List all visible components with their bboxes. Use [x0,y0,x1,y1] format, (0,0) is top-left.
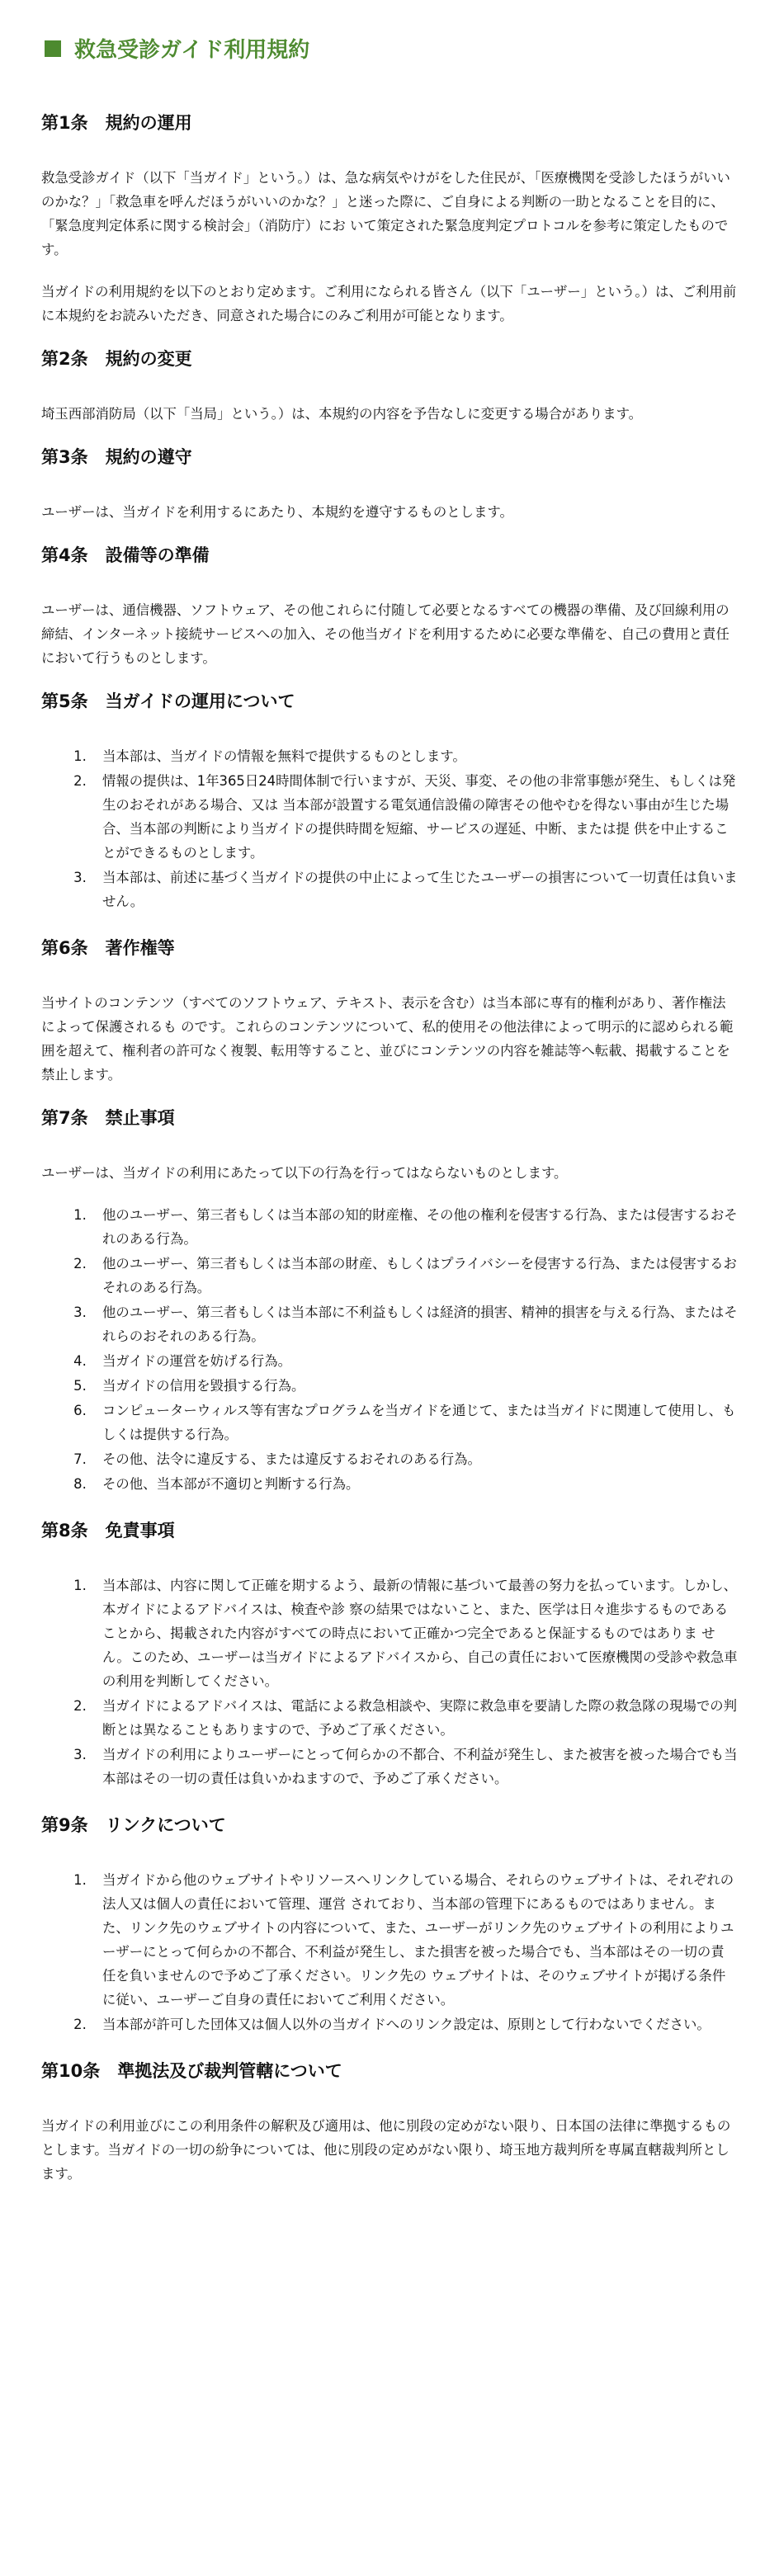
article-heading: 第5条 当ガイドの運用について [41,691,295,711]
list-item: 2. 当本部が許可した団体又は個人以外の当ガイドへのリンク設定は、原則として行わないでください。 [91,2012,738,2036]
article-9 [41,1812,738,2036]
article-6 [41,935,738,1087]
article-paragraph: ユーザーは、当ガイドを利用するにあたり、本規約を遵守するものとします。 [41,504,513,520]
article-1 [41,110,738,328]
list-item: 3. 他のユーザー、第三者もしくは当本部に不利益もしくは経済的損害、精神的損害を与える行為、またはそれらのおそれのある行為。 [91,1300,738,1348]
list-item: 4. 当ガイドの運営を妨げる行為。 [91,1349,738,1373]
article-8 [41,1517,738,1790]
article-paragraph: 埼玉西部消防局（以下「当局」という。）は、本規約の内容を予告なしに変更する場合があります。 [41,406,643,422]
article-paragraph: ユーザーは、当ガイドの利用にあたって以下の行為を行ってはならないものとします。 [41,1165,568,1181]
list-item: 1. 当ガイドから他のウェブサイトやリソースへリンクしている場合、それらのウェブサイトは、それぞれの法人又は個人の責任において管理、運営 されており、当本部の管理下にあるものではありません。また、リンク先のウェブサイトの内容について、また、ユーザーがリンク先のウェブサイトの利用によりユーザーにとって何らかの不都合、不利益が発生し、また損害を被った場合でも、当本部はその一切の責任を負いませんので予めご了承ください。リンク先の ウェブサイトは、そのウェブサイトが掲げる条件に従い、ユーザーご自身の責任においてご利用ください。 [91,1868,738,2012]
article-paragraph: 当ガイドの利用並びにこの利用条件の解釈及び適用は、他に別段の定めがない限り、日本国の法律に準拠するものとします。当ガイドの一切の紛争については、他に別段の定めがない限り、埼玉地方裁判所を専属直轄裁判所とします。 [41,2118,731,2182]
article-7 [41,1105,738,1496]
article-paragraph: 救急受診ガイド（以下「当ガイド」という。）は、急な病気やけがをした住民が、「医療機関を受診したほうがいいのかな？」「救急車を呼んだほうがいいのかな？」と迷った際に、ご自身による判断の一助となることを目的に、「緊急度判定体系に関する検討会」（消防庁）にお いて策定された緊急度判定プロトコルを参考に策定したものです。 [41,170,730,257]
article-heading: 第2条 規約の変更 [41,349,192,369]
list-item: 6. コンピューターウィルス等有害なプログラムを当ガイドを通じて、または当ガイドに関連して使用し、もしくは提供する行為。 [91,1399,738,1446]
list-item: 1. 当本部は、当ガイドの情報を無料で提供するものとします。 [91,744,738,768]
article-heading: 第9条 リンクについて [41,1815,226,1835]
article-3 [41,444,738,524]
page-title-text: 救急受診ガイド利用規約 [74,38,310,63]
article-heading: 第6条 著作権等 [41,938,175,958]
article-10 [41,2058,738,2186]
article-paragraph: ユーザーは、通信機器、ソフトウェア、その他これらに付随して必要となるすべての機器の準備、及び回線利用の締結、インターネット接続サービスへの加入、その他当ガイドを利用するために必要な準備を、自己の費用と責任において行うものとします。 [41,602,729,666]
page-title [41,33,738,64]
list-item: 1. 他のユーザー、第三者もしくは当本部の知的財産権、その他の権利を侵害する行為、または侵害するおそれのある行為。 [91,1203,738,1251]
article-paragraph: 当サイトのコンテンツ（すべてのソフトウェア、テキスト、表示を含む）は当本部に専有的権利があり、著作権法によって保護されるも のです。これらのコンテンツについて、私的使用その他法律によって明示的に認められる範囲を超えて、権利者の許可なく複製、転用等すること、並びにコンテンツの内容を雑誌等へ転載、掲載することを禁止します。 [41,995,734,1083]
list-item: 8. その他、当本部が不適切と判断する行為。 [91,1472,738,1496]
article-heading: 第8条 免責事項 [41,1521,175,1540]
numbered-list [41,744,738,913]
list-item: 5. 当ガイドの信用を毀損する行為。 [91,1374,738,1398]
list-item: 3. 当本部は、前述に基づく当ガイドの提供の中止によって生じたユーザーの損害について一切責任は負いません。 [91,866,738,913]
list-item: 2. 当ガイドによるアドバイスは、電話による救急相談や、実際に救急車を要請した際の救急隊の現場での判断とは異なることもありますので、予めご了承ください。 [91,1694,738,1742]
article-heading: 第10条 準拠法及び裁判管轄について [41,2061,342,2081]
numbered-list [41,1573,738,1790]
article-heading: 第7条 禁止事項 [41,1108,175,1128]
list-item: 3. 当ガイドの利用によりユーザーにとって何らかの不都合、不利益が発生し、また被害を被った場合でも当本部はその一切の責任は負いかねますので、予めご了承ください。 [91,1743,738,1790]
numbered-list [41,1203,738,1496]
article-5 [41,688,738,913]
article-heading: 第1条 規約の運用 [41,113,192,133]
list-item: 7. その他、法令に違反する、または違反するおそれのある行為。 [91,1447,738,1471]
article-heading: 第4条 設備等の準備 [41,545,210,565]
square-bullet-icon [45,40,61,57]
article-4 [41,542,738,670]
list-item: 1. 当本部は、内容に関して正確を期するよう、最新の情報に基づいて最善の努力を払っています。しかし、本ガイドによるアドバイスは、検査や診 察の結果ではないこと、また、医学は日々進歩するものであることから、掲載された内容がすべての時点において正確かつ完全であると保証するものではありま せん。このため、ユーザーは当ガイドによるアドバイスから、自己の責任において医療機関の受診や救急車の利用を判断してください。 [91,1573,738,1693]
article-2 [41,346,738,426]
article-heading: 第3条 規約の遵守 [41,447,192,467]
article-paragraph: 当ガイドの利用規約を以下のとおり定めます。ご利用になられる皆さん（以下「ユーザー」という。）は、ご利用前に本規約をお読みいただき、同意された場合にのみご利用が可能となります。 [41,284,737,323]
numbered-list [41,1868,738,2036]
list-item: 2. 他のユーザー、第三者もしくは当本部の財産、もしくはプライバシーを侵害する行為、または侵害するおそれのある行為。 [91,1252,738,1300]
list-item: 2. 情報の提供は、1年365日24時間体制で行いますが、天災、事変、その他の非常事態が発生、もしくは発生のおそれがある場合、又は 当本部が設置する電気通信設備の障害その他やむを得ない事由が生じた場合、当本部の判断により当ガイドの提供時間を短縮、サービスの遅延、中断、または提 供を中止することができるものとします。 [91,769,738,865]
